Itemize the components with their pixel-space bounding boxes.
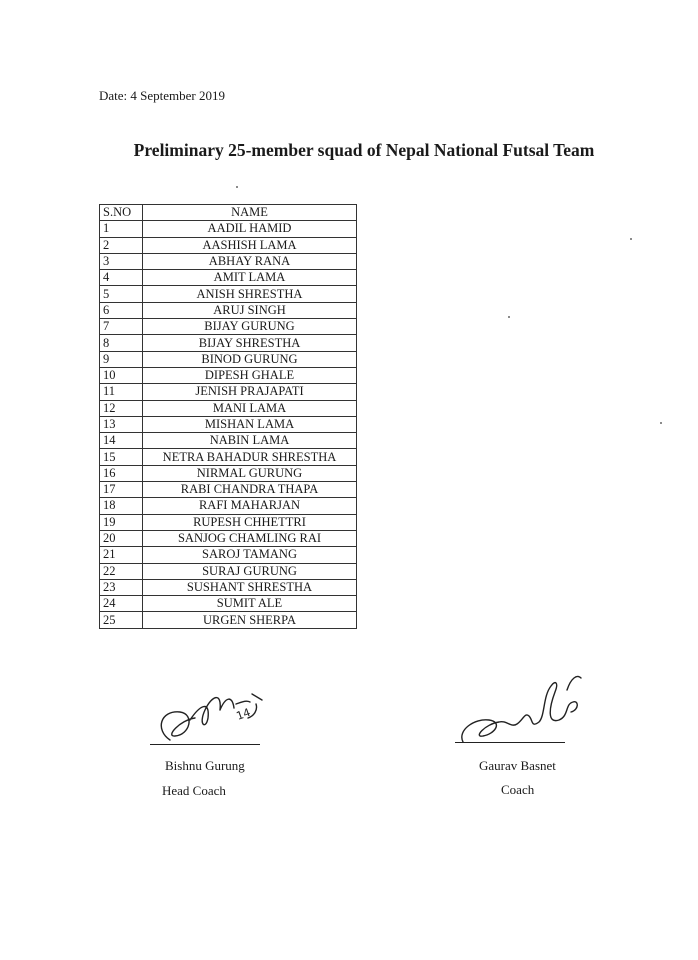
signature-handwritten-number: 14 [234, 705, 253, 723]
cell-player-name: BIJAY SHRESTHA [143, 335, 357, 351]
cell-player-name: SAROJ TAMANG [143, 547, 357, 563]
table-row [100, 416, 357, 432]
cell-sno: 1 [100, 221, 143, 237]
table-row [100, 579, 357, 595]
signature-line [150, 744, 260, 745]
cell-player-name: DIPESH GHALE [143, 367, 357, 383]
document-date: Date: 4 September 2019 [99, 88, 225, 103]
cell-player-name: SURAJ GURUNG [143, 563, 357, 579]
signer-name: Bishnu Gurung [165, 758, 245, 773]
cell-sno: 18 [100, 498, 143, 514]
cell-player-name: URGEN SHERPA [143, 612, 357, 628]
cell-sno: 12 [100, 400, 143, 416]
cell-sno: 5 [100, 286, 143, 302]
table-row [100, 237, 357, 253]
table-row [100, 384, 357, 400]
cell-player-name: JENISH PRAJAPATI [143, 384, 357, 400]
table-row [100, 335, 357, 351]
signature-gaurav-basnet [455, 668, 605, 748]
table-row [100, 221, 357, 237]
cell-sno: 14 [100, 433, 143, 449]
cell-player-name: MANI LAMA [143, 400, 357, 416]
squad-table-body [100, 221, 357, 628]
cell-player-name: ABHAY RANA [143, 253, 357, 269]
cell-sno: 11 [100, 384, 143, 400]
header-sno: S.NO [100, 205, 143, 221]
cell-player-name: NABIN LAMA [143, 433, 357, 449]
cell-player-name: BINOD GURUNG [143, 351, 357, 367]
document-title: Preliminary 25-member squad of Nepal National Futsal Team [133, 140, 595, 160]
cell-player-name: AMIT LAMA [143, 270, 357, 286]
cell-sno: 25 [100, 612, 143, 628]
cell-sno: 22 [100, 563, 143, 579]
cell-sno: 13 [100, 416, 143, 432]
table-row [100, 596, 357, 612]
signer-role: Coach [501, 782, 535, 797]
header-name: NAME [143, 205, 357, 221]
table-row [100, 302, 357, 318]
table-row [100, 319, 357, 335]
table-row [100, 482, 357, 498]
cell-player-name: ARUJ SINGH [143, 302, 357, 318]
cell-sno: 16 [100, 465, 143, 481]
cell-player-name: MISHAN LAMA [143, 416, 357, 432]
cell-player-name: SANJOG CHAMLING RAI [143, 530, 357, 546]
cell-sno: 3 [100, 253, 143, 269]
table-row [100, 286, 357, 302]
table-header-row [100, 205, 357, 221]
signature-bishnu-gurung [150, 680, 280, 746]
cell-sno: 23 [100, 579, 143, 595]
cell-player-name: SUSHANT SHRESTHA [143, 579, 357, 595]
table-row [100, 498, 357, 514]
cell-player-name: RABI CHANDRA THAPA [143, 482, 357, 498]
squad-table [99, 204, 357, 629]
cell-player-name: AADIL HAMID [143, 221, 357, 237]
cell-sno: 2 [100, 237, 143, 253]
table-row [100, 465, 357, 481]
cell-player-name: RAFI MAHARJAN [143, 498, 357, 514]
cell-player-name: ANISH SHRESTHA [143, 286, 357, 302]
table-row [100, 612, 357, 628]
paper-speck [236, 186, 238, 188]
cell-sno: 7 [100, 319, 143, 335]
cell-sno: 6 [100, 302, 143, 318]
table-row [100, 530, 357, 546]
cell-sno: 4 [100, 270, 143, 286]
signer-role: Head Coach [162, 783, 226, 798]
cell-player-name: NIRMAL GURUNG [143, 465, 357, 481]
cell-sno: 15 [100, 449, 143, 465]
cell-sno: 10 [100, 367, 143, 383]
paper-speck [508, 316, 510, 318]
table-row [100, 367, 357, 383]
cell-player-name: AASHISH LAMA [143, 237, 357, 253]
table-row [100, 449, 357, 465]
table-row [100, 253, 357, 269]
table-row [100, 270, 357, 286]
cell-sno: 21 [100, 547, 143, 563]
cell-player-name: BIJAY GURUNG [143, 319, 357, 335]
table-row [100, 547, 357, 563]
cell-player-name: SUMIT ALE [143, 596, 357, 612]
table-row [100, 433, 357, 449]
signer-name: Gaurav Basnet [479, 758, 556, 773]
cell-sno: 8 [100, 335, 143, 351]
paper-speck [660, 422, 662, 424]
table-row [100, 563, 357, 579]
cell-sno: 19 [100, 514, 143, 530]
signature-line [455, 742, 565, 743]
cell-sno: 9 [100, 351, 143, 367]
cell-player-name: NETRA BAHADUR SHRESTHA [143, 449, 357, 465]
cell-sno: 17 [100, 482, 143, 498]
cell-sno: 20 [100, 530, 143, 546]
table-row [100, 400, 357, 416]
table-row [100, 351, 357, 367]
paper-speck [630, 238, 632, 240]
cell-sno: 24 [100, 596, 143, 612]
cell-player-name: RUPESH CHHETTRI [143, 514, 357, 530]
table-row [100, 514, 357, 530]
